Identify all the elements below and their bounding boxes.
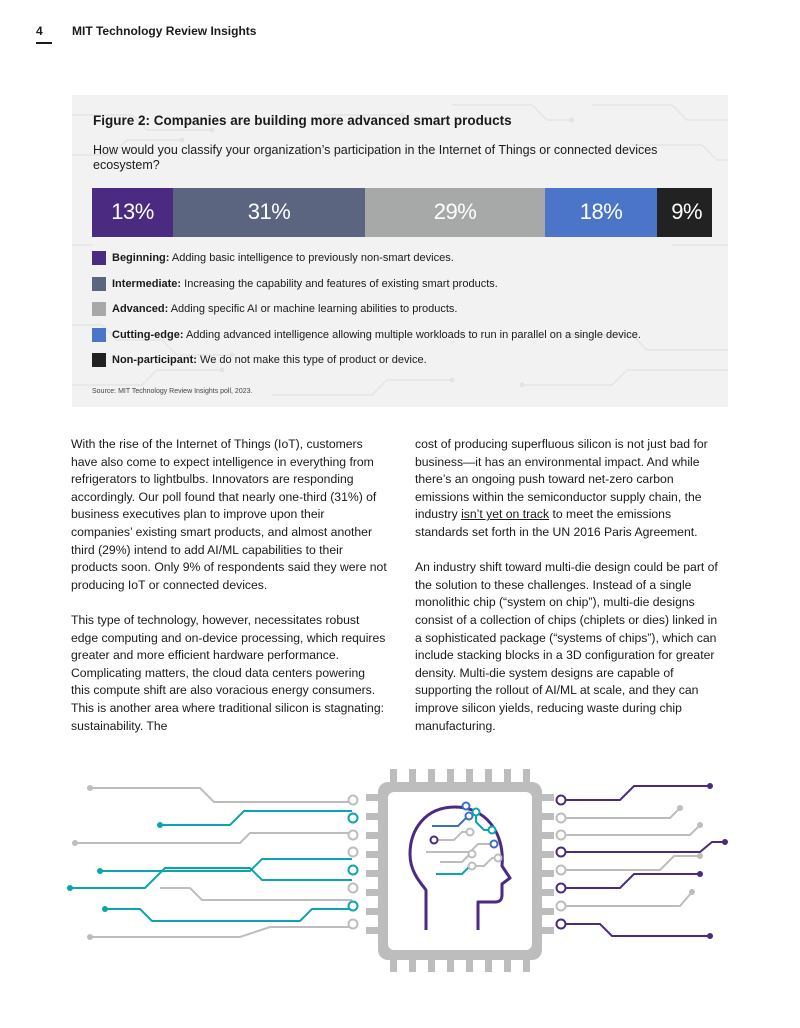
page-number: 4 xyxy=(36,24,43,38)
inline-link[interactable]: isn’t yet on track xyxy=(461,507,550,522)
legend-description: Adding basic intelligence to previously non-smart devices. xyxy=(171,252,454,264)
legend-item xyxy=(92,277,692,291)
legend-swatch xyxy=(92,251,106,265)
body-column-right xyxy=(415,436,725,753)
body-column-left xyxy=(71,436,387,753)
page-number-rule xyxy=(36,42,52,44)
figure-question: How would you classify your organization’s participation in the Internet of Things or connected devices ecosystem? xyxy=(93,143,658,172)
body-paragraph: An industry shift toward multi-die design could be part of the solution to these challenges. Instead of a single monolithic chip (“system on chip”), multi-die designs consist of a collection of chips (chiplets or dies) linked in a sophisticated package (“systems of chips”), which can include stacking blocks in a 3D configuration for greater density. Multi-die system designs are capable of supporting the rollout of AI/ML at scale, and they can improve silicon yields, reducing waste during chip manufacturing. xyxy=(415,560,718,733)
bar-segment-beginning xyxy=(92,188,173,237)
legend-swatch xyxy=(92,328,106,342)
legend-term: Beginning: xyxy=(112,252,170,264)
legend-swatch xyxy=(92,353,106,367)
bar-segment-cutting-edge xyxy=(545,188,657,237)
legend-text xyxy=(112,329,641,341)
paragraph-text: to meet the emissions standards set forth in the UN 2016 Paris Agreement. xyxy=(415,507,698,539)
legend-description: We do not make this type of product or device. xyxy=(200,354,427,366)
legend-description: Adding advanced intelligence allowing multiple workloads to run in parallel on a single device. xyxy=(185,328,641,341)
legend-text xyxy=(112,278,498,290)
body-paragraph: This type of technology, however, necessitates robust edge computing and on-device processing, which requires greater and more efficient hardware performance. Complicating matters, the cloud data centers powering this compute shift are also voracious energy consumers. This is another area where traditional silicon is stagnating: sustainability. The xyxy=(71,612,386,733)
legend-term: Intermediate: xyxy=(112,277,182,290)
chip-brain-icon xyxy=(0,762,800,1028)
legend-item xyxy=(92,251,692,265)
bar-segment-non-participant xyxy=(657,188,712,237)
legend-swatch xyxy=(92,277,106,291)
bar-value-label: 13% xyxy=(111,199,154,224)
body-paragraph xyxy=(415,436,725,542)
figure-panel xyxy=(72,95,728,407)
legend-item xyxy=(92,353,692,367)
bar-value-label: 29% xyxy=(433,199,477,224)
figure-title: Figure 2: Companies are building more advanced smart products xyxy=(93,113,512,128)
legend-term: Advanced: xyxy=(112,303,169,315)
bar-value-label: 9% xyxy=(671,199,702,224)
legend-term: Cutting-edge: xyxy=(112,328,184,341)
body-paragraph: With the rise of the Internet of Things (IoT), customers have also come to expect intelligence in everything from refrigerators to lightbulbs. Innovators are responding accordingly. Our poll found that nearly one-third (31%) of business executives plan to improve upon their companies’ existing smart products, and almost another third (29%) intend to add AI/ML capabilities to their products soon. Only 9% of respondents said they were not producing IoT or connected devices. xyxy=(71,437,387,592)
bar-segment-advanced xyxy=(365,188,545,237)
legend-term: Non-participant: xyxy=(112,354,197,366)
paragraph-text: cost of producing superfluous silicon is not just bad for business—it has an environmental impact. And while there’s an ongoing push toward net-zero carbon emissions within the semiconductor supply chain, the industry xyxy=(415,437,708,522)
bar-value-label: 31% xyxy=(247,199,291,224)
legend-item xyxy=(92,328,692,342)
figure-source: Source: MIT Technology Review Insights poll, 2023. xyxy=(92,388,253,395)
legend-text xyxy=(112,252,454,264)
legend-description: Increasing the capability and features of existing smart products. xyxy=(184,277,498,290)
bar-segment-intermediate xyxy=(173,188,365,237)
legend-text xyxy=(112,303,457,315)
right-trace-terminals xyxy=(677,783,728,939)
legend-text xyxy=(112,354,427,366)
legend-swatch xyxy=(92,302,106,316)
publication-title: MIT Technology Review Insights xyxy=(72,24,257,38)
legend-item xyxy=(92,302,692,316)
legend-description: Adding specific AI or machine learning abilities to products. xyxy=(170,303,458,315)
stacked-bar-chart xyxy=(92,188,712,237)
bar-value-label: 18% xyxy=(579,199,623,224)
